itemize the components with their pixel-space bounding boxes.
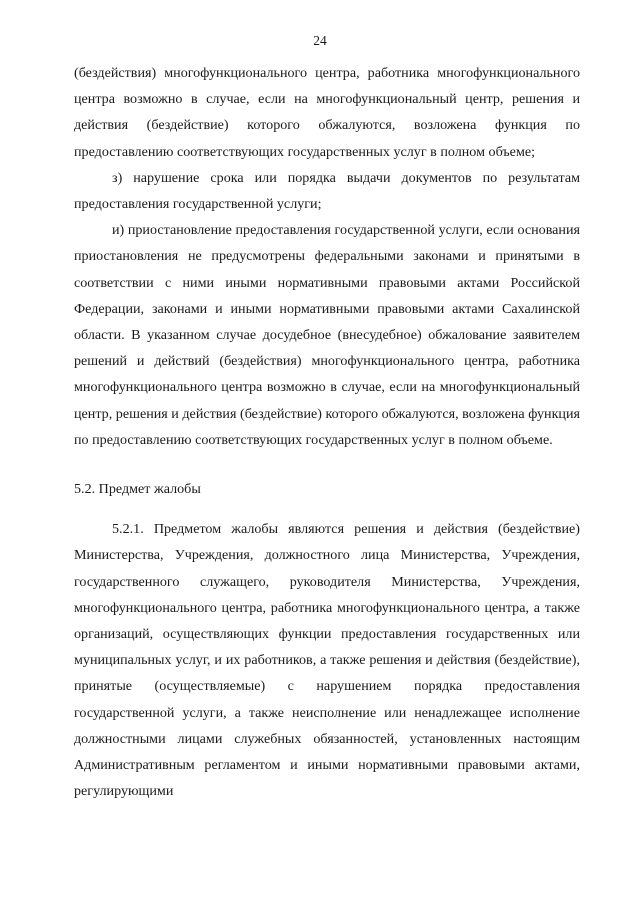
document-body: [74, 60, 580, 804]
paragraph-5-2-1: 5.2.1. Предметом жалобы являются решения и действия (бездействие) Министерства, Учреждения, должностного лица Министерства, Учреждения, государственного служащего, руководителя Министерства, Учреждения, многофункционального центра, работника многофункционального центра, а также организаций, осуществляющих функции предоставления государственных или муниципальных услуг, и их работников, а также решения и действия (бездействие), принятые (осуществляемые) с нарушением порядка предоставления государственной услуги, а также неисполнение или ненадлежащее исполнение должностными лицами служебных обязанностей, установленных настоящим Административным регламентом и иными нормативными правовыми актами, регулирующими: [74, 521, 580, 800]
paragraph-item-z: з) нарушение срока или порядка выдачи документов по результатам предоставления государственной услуги;: [74, 169, 580, 213]
section-heading: 5.2. Предмет жалобы: [74, 481, 201, 498]
paragraph-item-i: и) приостановление предоставления государственной услуги, если основания приостановления не предусмотрены федеральными законами и принятыми в соответствии с ними иными нормативными правовыми актами Российской Федерации, законами и иными нормативными правовыми актами Сахалинской области. В указанном случае досудебное (внесудебное) обжалование заявителем решений и действий (бездействия) многофункционального центра, работника многофункционального центра возможно в случае, если на многофункциональный центр, решения и действия (бездействие) которого обжалуются, возложена функция по предоставлению соответствующих государственных услуг в полном объеме.: [74, 222, 580, 448]
paragraph-continuation: (бездействия) многофункционального центра, работника многофункционального центра возможно в случае, если на многофункциональный центр, решения и действия (бездействие) которого обжалуются, возложена функция по предоставлению соответствующих государственных услуг в полном объеме;: [74, 65, 580, 160]
page-number: 24: [313, 33, 327, 48]
